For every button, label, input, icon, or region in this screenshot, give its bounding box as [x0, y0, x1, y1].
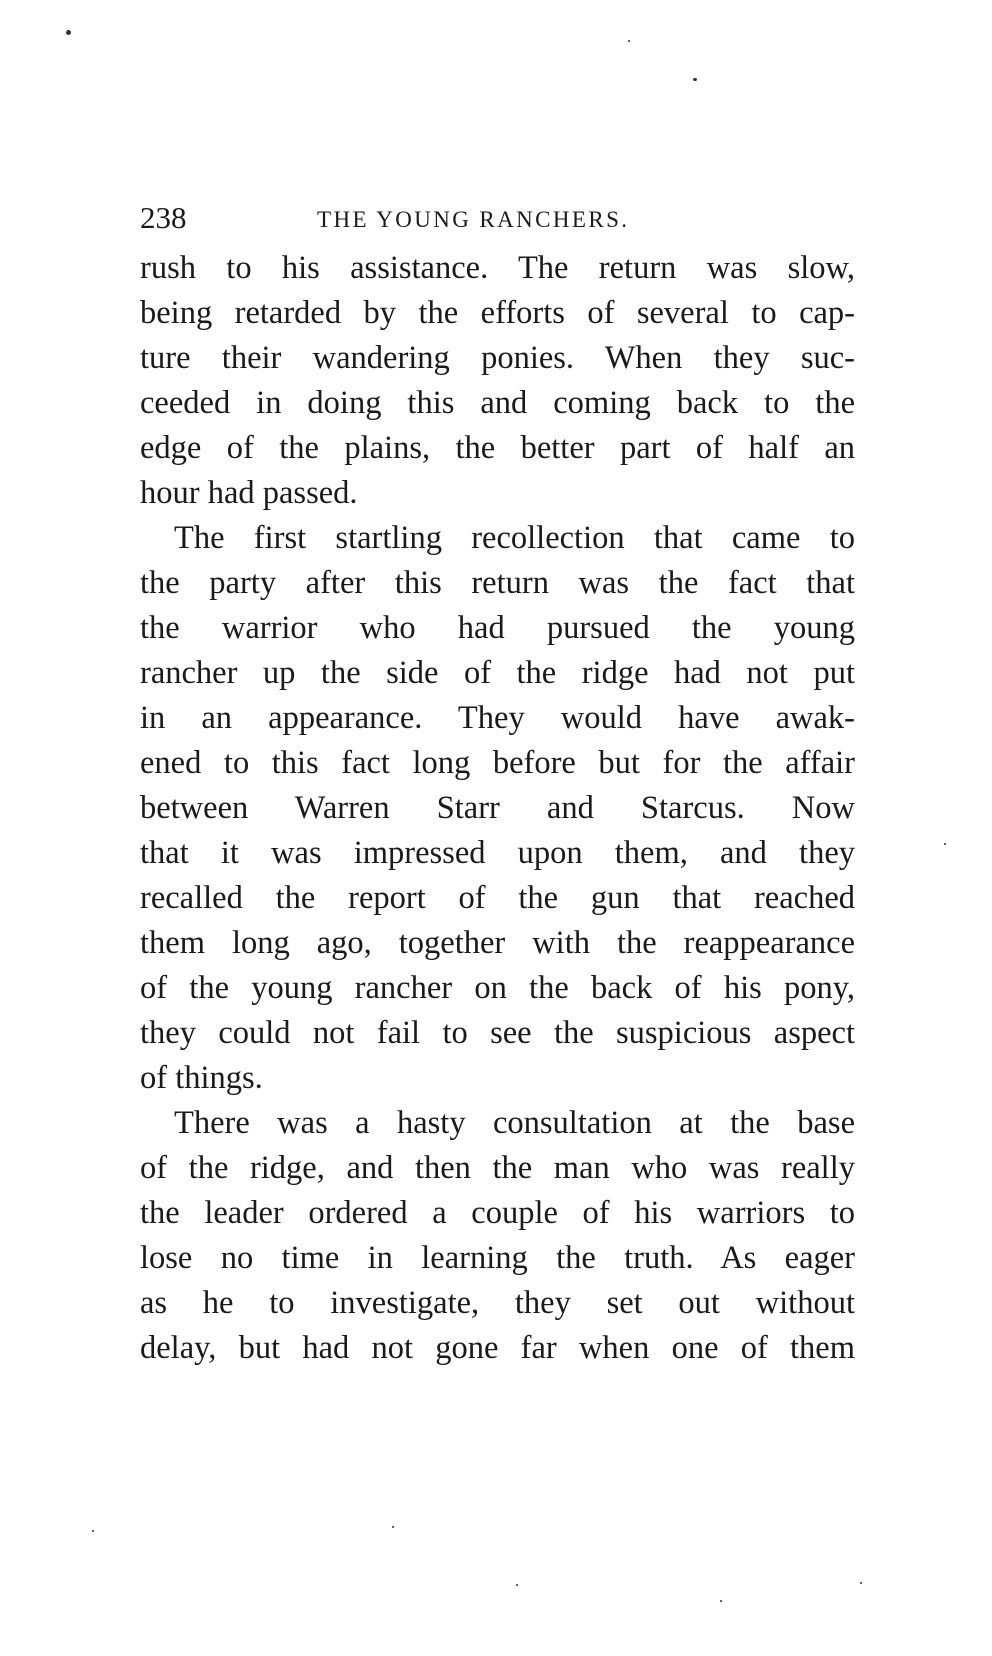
scan-speck [66, 30, 71, 35]
text-line: the party after this return was the fact that [140, 565, 855, 601]
scan-speck [392, 1526, 394, 1528]
text-line: as he to investigate, they set out without [140, 1285, 855, 1321]
scan-speck [628, 40, 630, 42]
text-line: the warrior who had pursued the young [140, 610, 855, 646]
body-text [140, 246, 855, 1371]
text-line: rush to his assistance. The return was slow, [140, 250, 855, 286]
text-line: of the young rancher on the back of his pony, [140, 970, 855, 1006]
text-line: The first startling recollection that came to [174, 520, 855, 556]
text-line: recalled the report of the gun that reached [140, 880, 855, 916]
scan-speck [516, 1584, 518, 1586]
text-line: ceeded in doing this and coming back to the [140, 385, 855, 421]
scan-speck [720, 1600, 722, 1602]
text-line: them long ago, together with the reappearance [140, 925, 855, 961]
page-number: 238 [140, 200, 187, 235]
text-line: There was a hasty consultation at the base [174, 1105, 855, 1141]
text-line: they could not fail to see the suspicious aspect [140, 1015, 855, 1051]
scan-speck [860, 1582, 862, 1584]
text-line: between Warren Starr and Starcus. Now [140, 790, 855, 826]
scan-speck [693, 78, 697, 81]
text-line: being retarded by the efforts of several to cap- [140, 295, 855, 331]
text-line: delay, but had not gone far when one of them [140, 1330, 855, 1366]
scan-speck [92, 1530, 94, 1532]
scan-speck [944, 843, 946, 845]
text-line: rancher up the side of the ridge had not put [140, 655, 855, 691]
page-header [140, 198, 855, 238]
text-line: lose no time in learning the truth. As eager [140, 1240, 855, 1276]
text-line: of the ridge, and then the man who was really [140, 1150, 855, 1186]
text-line: hour had passed. [140, 475, 358, 511]
text-line: edge of the plains, the better part of half an [140, 430, 855, 466]
text-line: in an appearance. They would have awak- [140, 700, 855, 736]
text-line: ture their wandering ponies. When they suc- [140, 340, 855, 376]
text-line: that it was impressed upon them, and they [140, 835, 855, 871]
text-line: ened to this fact long before but for the affair [140, 745, 855, 781]
running-head: THE YOUNG RANCHERS. [317, 207, 630, 232]
text-line: of things. [140, 1060, 263, 1096]
text-line: the leader ordered a couple of his warriors to [140, 1195, 855, 1231]
